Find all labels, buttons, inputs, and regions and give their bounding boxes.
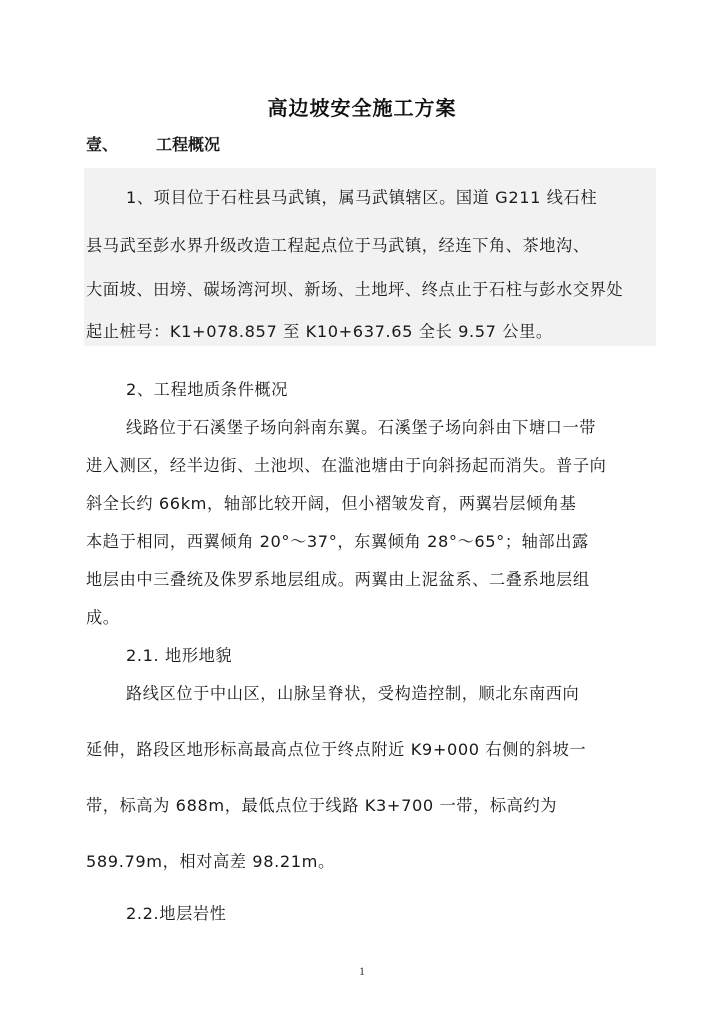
paragraph-line: 起止桩号：K1+078.857 至 K10+637.65 全长 9.57 公里。 (86, 322, 553, 341)
paragraph-line: 路线区位于中山区，山脉呈脊状，受构造控制，顺北东南西向 (126, 684, 580, 703)
subheading: 2.1. 地形地貌 (126, 646, 233, 665)
paragraph-line: 延伸，路段区地形标高最高点位于终点附近 K9+000 右侧的斜坡一 (86, 740, 587, 759)
paragraph-line: 进入测区，经半边街、土池坝、在滥池塘由于向斜扬起而消失。普子向 (86, 456, 607, 475)
document-title: 高边坡安全施工方案 (267, 96, 457, 120)
paragraph-line: 线路位于石溪堡子场向斜南东翼。石溪堡子场向斜由下塘口一带 (126, 418, 597, 437)
paragraph-line: 县马武至彭水界升级改造工程起点位于马武镇，经连下角、茶地沟、 (86, 236, 590, 255)
paragraph-line: 大面坡、田塝、碳场湾河坝、新场、土地坪、终点止于石柱与彭水交界处 (86, 280, 624, 299)
section-heading (86, 132, 220, 155)
paragraph-line: 成。 (86, 608, 120, 627)
page-number: 1 (359, 964, 365, 978)
paragraph-line: 1、项目位于石柱县马武镇，属马武镇辖区。国道 G211 线石柱 (126, 188, 598, 207)
paragraph-line: 地层由中三叠统及侏罗系地层组成。两翼由上泥盆系、二叠系地层组 (86, 570, 590, 589)
section-number: 壹、 (86, 135, 119, 154)
paragraph-line: 本趋于相同，西翼倾角 20°～37°，东翼倾角 28°～65°；轴部出露 (86, 532, 589, 551)
paragraph-line: 斜全长约 66km，轴部比较开阔，但小褶皱发育，两翼岩层倾角基 (86, 494, 577, 513)
subheading: 2、工程地质条件概况 (126, 380, 288, 399)
subheading: 2.2.地层岩性 (126, 904, 227, 923)
section-title: 工程概况 (156, 135, 221, 154)
paragraph-line: 带，标高为 688m，最低点位于线路 K3+700 一带，标高约为 (86, 796, 558, 815)
paragraph-line: 589.79m，相对高差 98.21m。 (86, 852, 335, 871)
